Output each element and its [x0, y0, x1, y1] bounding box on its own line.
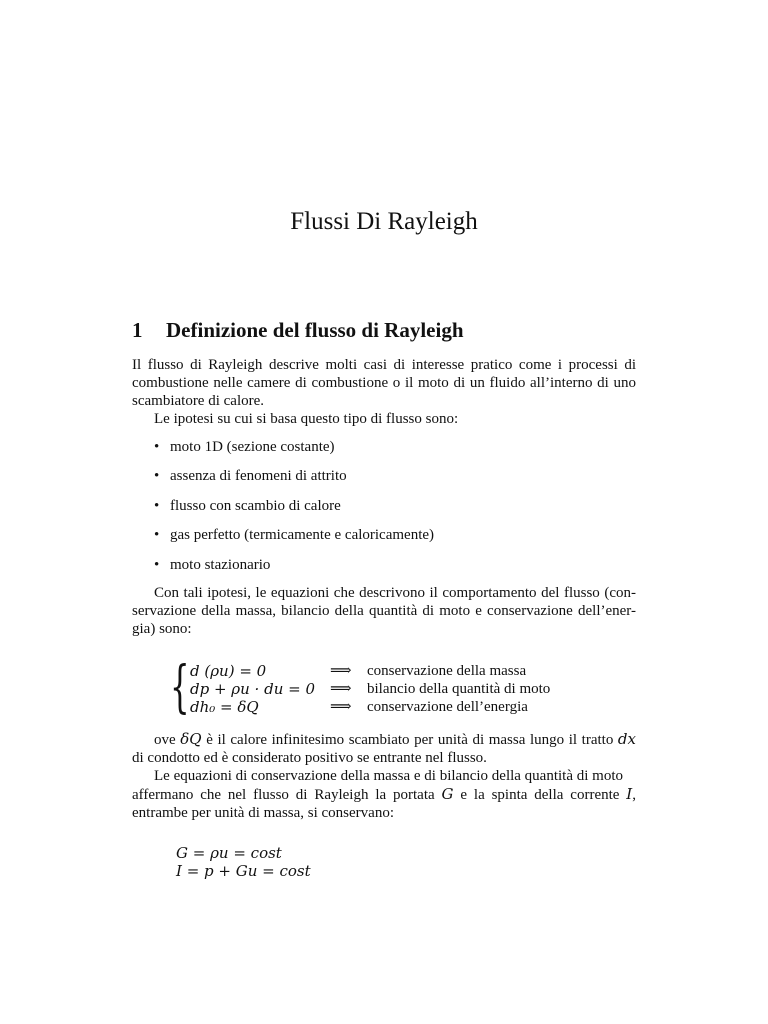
list-item: • moto stazionario	[154, 556, 271, 573]
paragraph-line: Con tali ipotesi, le equazioni che descrivono il comportamento del flusso (con-	[154, 585, 636, 601]
list-item: • assenza di fenomeni di attrito	[154, 468, 347, 485]
after-system-paragraph	[132, 730, 636, 822]
intro-line: scambiatore di calore.	[132, 393, 265, 409]
left-brace: {	[170, 655, 190, 720]
bullet-icon: •	[154, 497, 160, 514]
paragraph-line: affermano che nel flusso di Rayleigh la portata G e la spinta della corrente I,	[132, 785, 636, 803]
paragraph-line: ove δQ è il calore infinitesimo scambiato per unità di massa lungo il tratto dx	[154, 730, 636, 748]
document-title: Flussi Di Rayleigh	[290, 208, 478, 235]
section-heading	[132, 316, 464, 344]
bullet-icon: •	[154, 556, 160, 573]
section-title: Definizione del flusso di Rayleigh	[166, 318, 464, 342]
intro-line: Le ipotesi su cui si basa questo tipo di flusso sono:	[154, 411, 459, 427]
equation-description: conservazione dell’energia	[367, 699, 528, 715]
list-item: • flusso con scambio di calore	[154, 497, 341, 514]
equation: dh₀ = δQ	[190, 698, 259, 716]
hypotheses-list	[154, 438, 434, 585]
equation-description: conservazione della massa	[367, 663, 527, 679]
intro-paragraph	[132, 356, 636, 428]
intro-line: combustione nelle camere di combustione o il moto di un fluido all’interno di uno	[132, 375, 636, 391]
equation: d (ρu) = 0	[190, 662, 267, 680]
equations-intro-paragraph	[132, 584, 636, 638]
paragraph-line: gia) sono:	[132, 621, 192, 637]
equation: G = ρu = cost	[176, 844, 282, 862]
implies-arrow: ⟹	[330, 699, 352, 715]
paragraph-line: servazione della massa, bilancio della quantità di moto e conservazione dell’ener-	[132, 603, 636, 619]
paragraph-line: Le equazioni di conservazione della massa e di bilancio della quantità di moto	[154, 768, 624, 784]
paragraph-line: di condotto ed è considerato positivo se entrante nel flusso.	[132, 750, 487, 766]
implies-arrow: ⟹	[330, 663, 352, 679]
intro-line: Il flusso di Rayleigh descrive molti casi di interesse pratico come i processi di	[132, 357, 636, 373]
equation-description: bilancio della quantità di moto	[367, 681, 551, 697]
section-number: 1	[132, 318, 143, 342]
bullet-icon: •	[154, 468, 160, 485]
list-item: • gas perfetto (termicamente e caloricamente)	[154, 527, 435, 544]
equation: I = p + Gu = cost	[176, 862, 311, 880]
equation: dp + ρu · du = 0	[190, 680, 316, 698]
list-item: • moto 1D (sezione costante)	[154, 439, 335, 455]
bullet-icon: •	[154, 527, 160, 544]
paragraph-line: entrambe per unità di massa, si conservano:	[132, 805, 395, 821]
implies-arrow: ⟹	[330, 681, 352, 697]
conservation-equations	[176, 844, 311, 880]
bullet-icon: •	[154, 439, 160, 455]
